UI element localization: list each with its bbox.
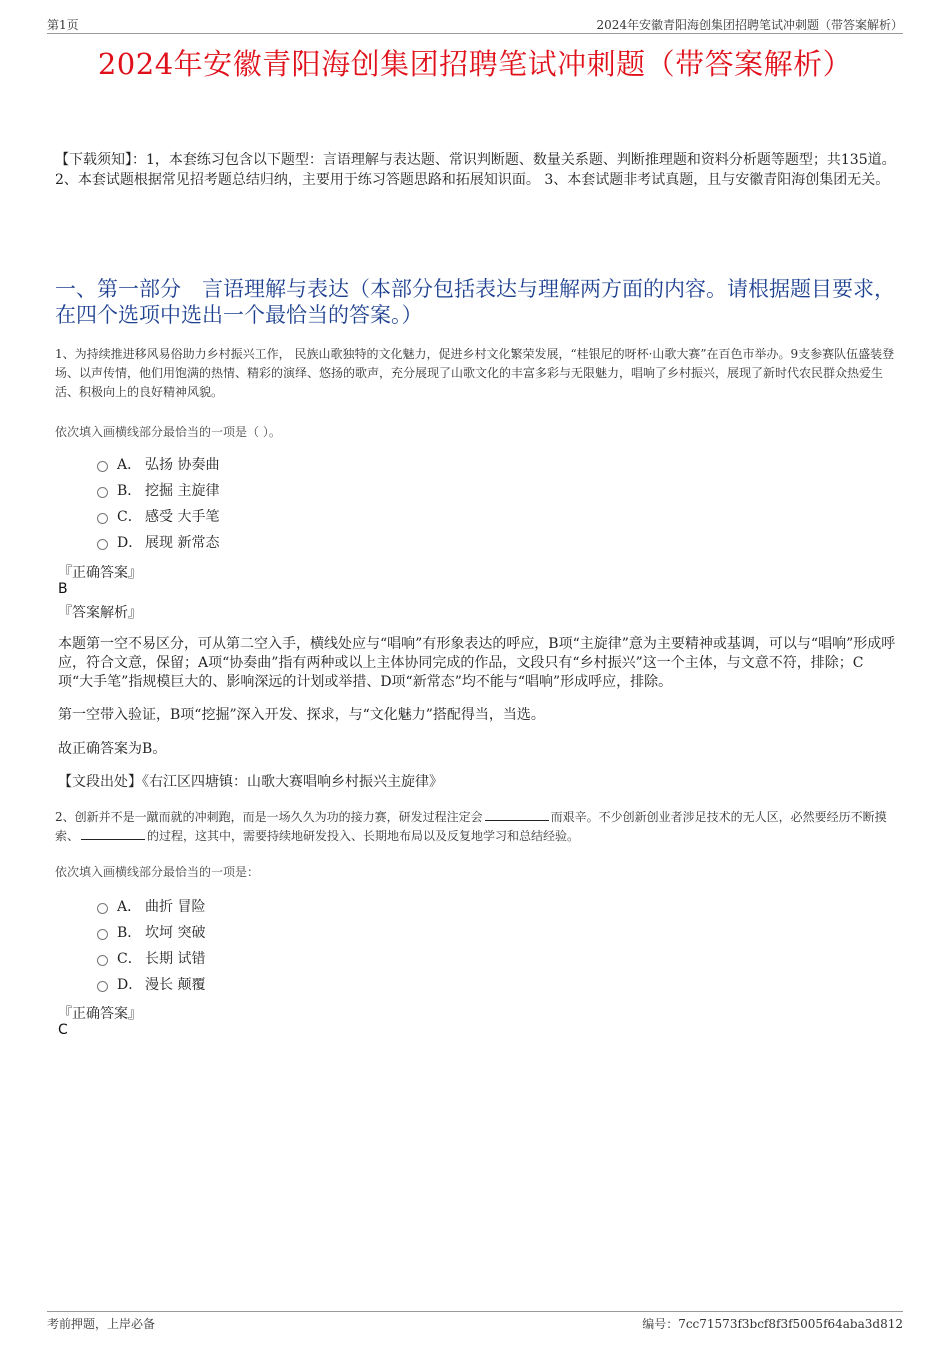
- option-b[interactable]: B． 挖掘 主旋律: [97, 478, 219, 504]
- page-number: 第1页: [47, 18, 79, 32]
- download-notice: 【下载须知】：1，本套练习包含以下题型：言语理解与表达题、常识判断题、数量关系题、判断推理题和资料分析题等题型；共135道。 2、本套试题根据常见招考题总结归纳，主要用于练习答题思路和拓展知识面。 3、本套试题非考试真题，且与安徽青阳海创集团无关。: [55, 152, 896, 188]
- radio-icon[interactable]: [97, 513, 108, 524]
- option-a[interactable]: A． 曲折 冒险: [97, 894, 205, 920]
- radio-icon[interactable]: [97, 903, 108, 914]
- document-title: 2024年安徽青阳海创集团招聘笔试冲刺题（带答案解析）: [97, 47, 853, 81]
- correct-answer-label: 『正确答案』: [58, 1006, 142, 1022]
- section-heading: 一、第一部分 言语理解与表达（本部分包括表达与理解两方面的内容。请根据题目要求，在四个选项中选出一个最恰当的答案。）: [55, 277, 895, 327]
- correct-answer-value: B: [58, 581, 68, 597]
- question-2-options: [97, 894, 205, 998]
- radio-icon[interactable]: [97, 539, 108, 550]
- option-c[interactable]: C． 长期 试错: [97, 946, 205, 972]
- analysis-label: 『答案解析』: [58, 605, 142, 621]
- option-d[interactable]: D． 漫长 颠覆: [97, 972, 205, 998]
- question-2-stem: 2、创新并不是一蹴而就的冲刺跑，而是一场久久为功的接力赛，研发过程注定会 而艰辛。不少创新创业者涉足技术的无人区，必然要经历不断摸索、 的过程，这其中，需要持续地研发投入、长期地布局以及反复地学习和总结经验。: [55, 810, 887, 843]
- radio-icon[interactable]: [97, 487, 108, 498]
- question-1-stem: 1、为持续推进移风易俗助力乡村振兴工作， 民族山歌独特的文化魅力，促进乡村文化繁荣发展，“桂银尼的呀杯·山歌大赛”在百色市举办。9支参赛队伍盛装登场、以声传情，他们用饱满的热情、精彩的演绎、悠扬的歌声，充分展现了山歌文化的丰富多彩与无限魅力，唱响了乡村振兴，展现了新时代农民群众热爱生活、积极向上的良好精神风貌。: [55, 347, 895, 399]
- option-a[interactable]: A． 弘扬 协奏曲: [97, 452, 219, 478]
- correct-answer-label: 『正确答案』: [58, 565, 142, 581]
- footer-divider: [47, 1311, 903, 1312]
- text-source: 【文段出处】《右江区四塘镇：山歌大赛唱响乡村振兴主旋律》: [58, 774, 443, 790]
- radio-icon[interactable]: [97, 929, 108, 940]
- radio-icon[interactable]: [97, 955, 108, 966]
- option-d[interactable]: D． 展现 新常态: [97, 530, 219, 556]
- header-divider: [47, 33, 903, 34]
- analysis-paragraph-3: 故正确答案为B。: [58, 741, 167, 757]
- radio-icon[interactable]: [97, 981, 108, 992]
- question-1-prompt: 依次填入画横线部分最恰当的一项是（ ）。: [55, 425, 281, 439]
- option-b[interactable]: B． 坎坷 突破: [97, 920, 205, 946]
- analysis-paragraph-2: 第一空带入验证，B项“挖掘”深入开发、探求，与“文化魅力”搭配得当，当选。: [58, 707, 545, 723]
- question-2-prompt: 依次填入画横线部分最恰当的一项是：: [55, 865, 260, 879]
- footer-slogan: 考前押题，上岸必备: [47, 1317, 156, 1331]
- fill-blank: [485, 810, 549, 821]
- question-1-options: [97, 452, 219, 556]
- option-c[interactable]: C． 感受 大手笔: [97, 504, 219, 530]
- fill-blank: [81, 829, 145, 840]
- radio-icon[interactable]: [97, 461, 108, 472]
- correct-answer-value: C: [58, 1022, 68, 1038]
- running-header-title: 2024年安徽青阳海创集团招聘笔试冲刺题（带答案解析）: [596, 18, 903, 32]
- document-id: 编号：7cc71573f3bcf8f3f5005f64aba3d812: [642, 1317, 903, 1331]
- analysis-paragraph-1: 本题第一空不易区分，可从第二空入手，横线处应与“唱响”有形象表达的呼应，B项“主旋律”意为主要精神或基调，可以与“唱响”形成呼应，符合文意，保留；A项“协奏曲”指有两种或以上主体协同完成的作品，文段只有“乡村振兴”这一个主体，与文意不符，排除；C项“大手笔”指规模巨大的、影响深远的计划或举措、D项“新常态”均不能与“唱响”形成呼应，排除。: [58, 636, 896, 690]
